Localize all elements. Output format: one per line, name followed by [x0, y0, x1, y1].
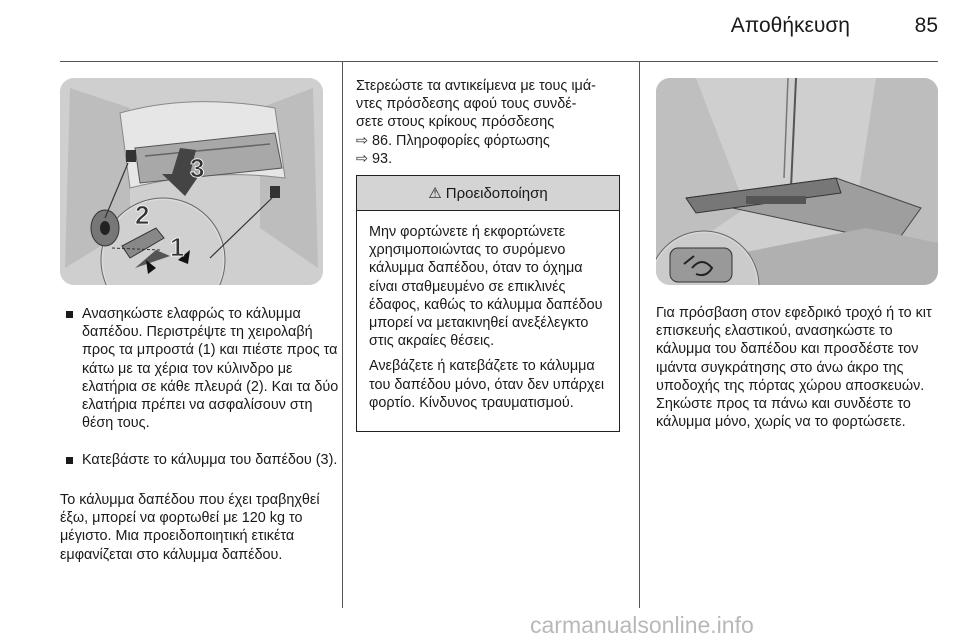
right-paragraph: Για πρόσβαση στον εφεδρικό τροχό ή το κιτ επισκευής ελαστικού, ανασηκώστε το κάλυμμα του δαπέδου και προσδέστε τον ιμάντα συγκράτησης στο άνω άκρο της υποδοχής της πόρτας χώρου αποσκευών. Σηκώστε προς τα πάνω και συνδέστε το κάλυμμα μόνο, χωρίς να το φορτώσετε.	[656, 305, 932, 431]
watermark: carmanualsonline.info	[530, 612, 754, 638]
bullet-item-1	[60, 305, 342, 432]
bullet-square-icon	[66, 457, 73, 464]
warning-body	[357, 211, 619, 412]
middle-intro	[356, 77, 638, 168]
left-paragraph: Το κάλυμμα δαπέδου που έχει τραβηχθεί έξω, μπορεί να φορτωθεί με 120 kg το μέγιστο. Μια προειδοποιητική ετικέτα εμφανίζεται στο κάλυμμα δαπέδου.	[60, 492, 320, 563]
cross-reference-loading-info[interactable]: ⇨ 86. Πληροφορίες φόρτωσης	[356, 132, 550, 149]
warning-paragraph-1: Μην φορτώνετε ή εκφορτώνετε χρησιμοποιώντας το συρόμενο κάλυμμα δαπέδου, όταν το όχημα είναι σταθμευμένο σε επικλινές έδαφος, καθώς το κάλυμμα δαπέδου μπορεί να μετακινηθεί ανεξέλεγκτο στις ακραίες θέσεις.	[369, 224, 603, 350]
bullet-text: Ανασηκώστε ελαφρώς το κάλυμμα δαπέδου. Περιστρέψτε τη χειρολαβή προς τα μπροστά (1) και πιέστε προς τα κάτω με τα χέρια τον κύλινδρο με ελατήρια σε κάθε πλευρά (2). Και τα δύο ελατήρια πρέπει να ασφαλίσουν στη θέση τους.	[82, 306, 339, 432]
bullet-text: Κατεβάστε το κάλυμμα του δαπέδου (3).	[82, 452, 338, 468]
warning-paragraph-2: Ανεβάζετε ή κατεβάζετε το κάλυμμα του δαπέδου μόνο, όταν δεν υπάρχει φορτίο. Κίνδυνος τραυματισμού.	[369, 358, 605, 411]
middle-line-3: σετε στους κρίκους πρόσδεσης	[356, 114, 555, 131]
warning-triangle-icon: ⚠	[428, 185, 442, 202]
figure-floor-cover-lowering	[60, 78, 323, 285]
warning-header	[357, 176, 619, 211]
middle-line-1: Στερεώστε τα αντικείμενα με τους ιμά-	[356, 78, 596, 94]
column-divider-right	[639, 62, 640, 608]
callout-2: 2	[135, 200, 150, 230]
page-header-title: Αποθήκευση	[730, 14, 850, 37]
bullet-square-icon	[66, 311, 73, 318]
warning-title: Προειδοποίηση	[445, 184, 548, 202]
column-divider-left	[342, 62, 343, 608]
figure-spare-wheel-access	[656, 78, 938, 285]
cross-reference-93[interactable]: ⇨ 93.	[356, 150, 393, 167]
warning-box	[356, 175, 620, 432]
callout-3: 3	[190, 153, 205, 183]
header-rule	[60, 61, 938, 62]
page-number: 85	[914, 14, 938, 37]
callout-1: 1	[170, 232, 185, 262]
bullet-item-2	[60, 451, 342, 469]
middle-line-2: ντες πρόσδεσης αφού τους συνδέ-	[356, 96, 577, 113]
